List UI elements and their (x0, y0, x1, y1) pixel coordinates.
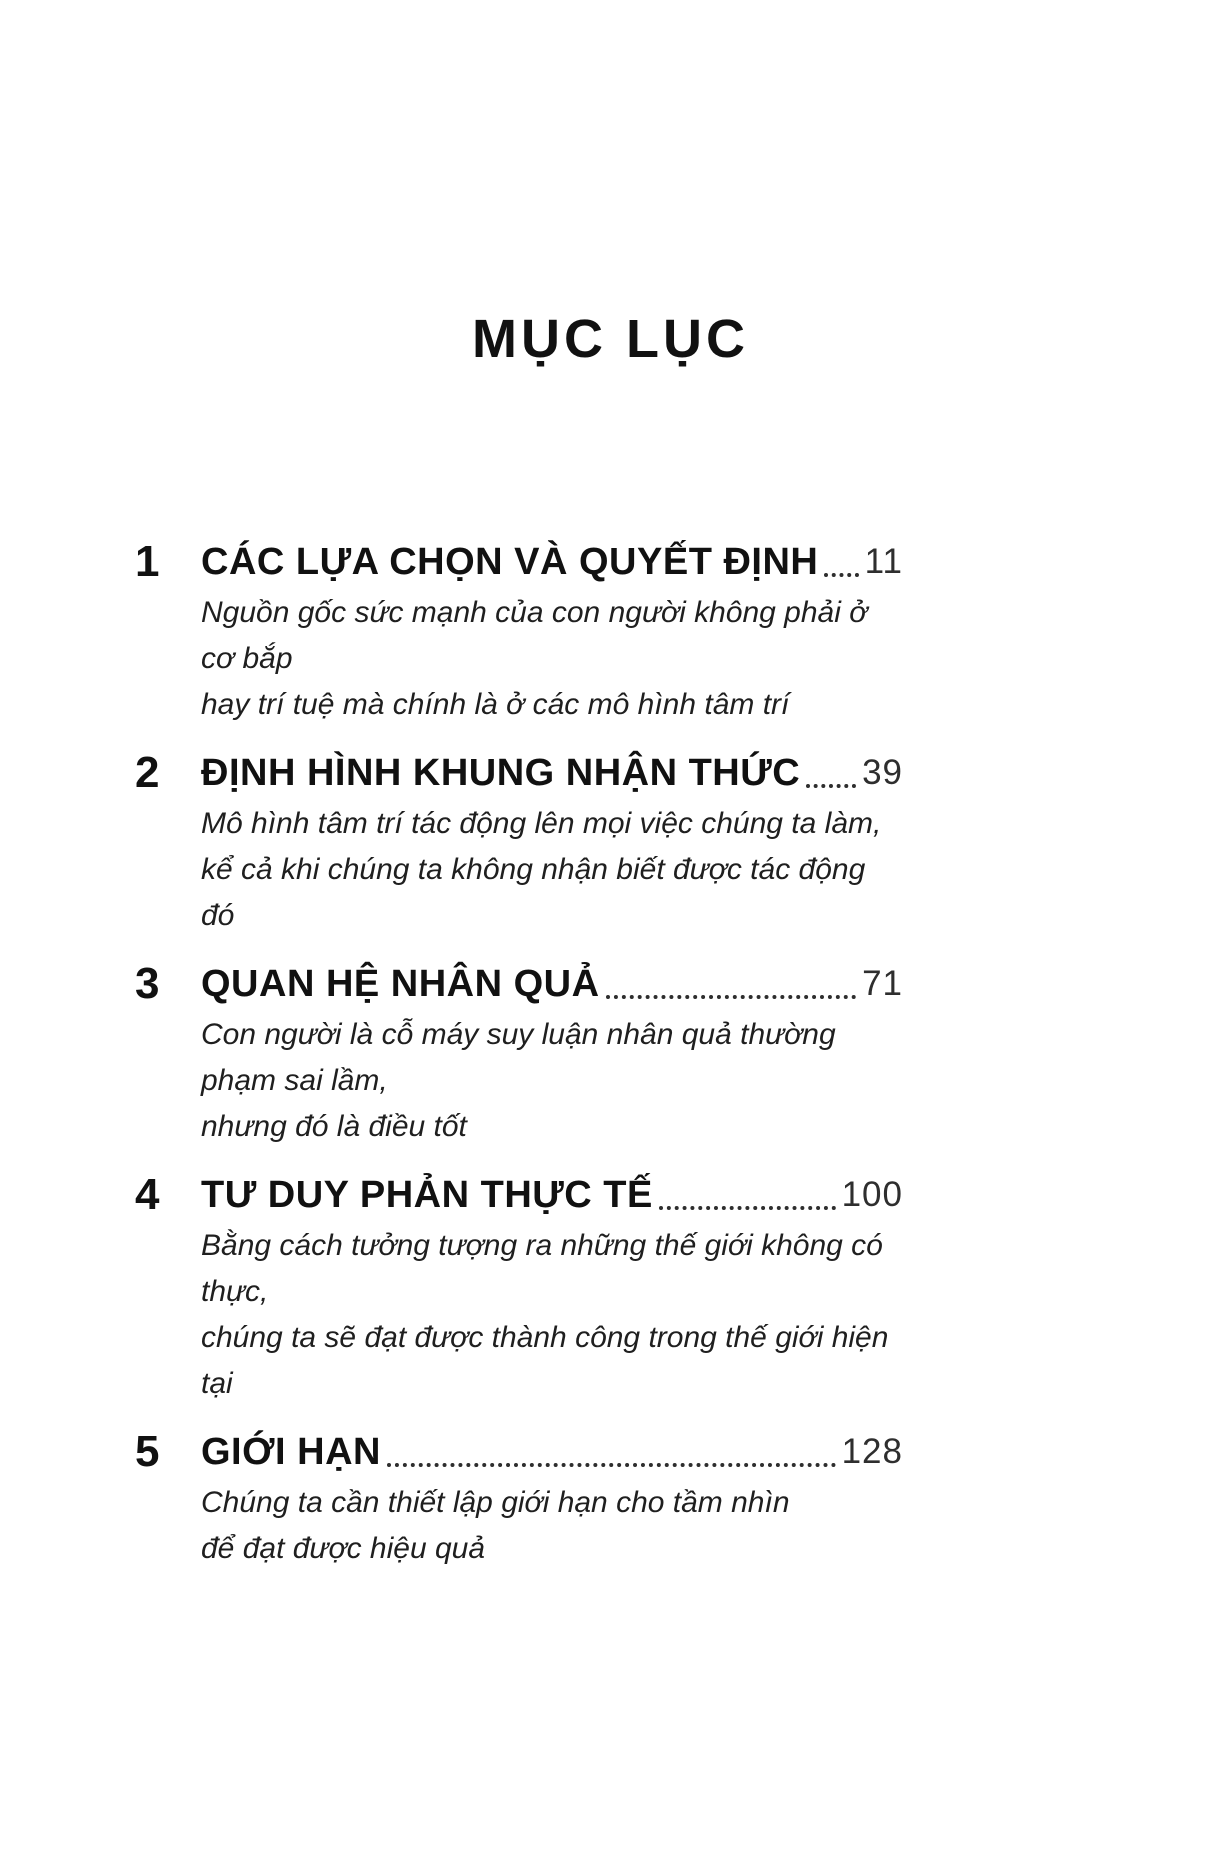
toc-line (201, 1430, 903, 1474)
toc-line (201, 751, 903, 795)
chapter-subtitle (201, 590, 903, 728)
chapter-subtitle (201, 801, 903, 939)
toc-line (201, 962, 903, 1006)
chapter-number: 4 (135, 1170, 160, 1219)
chapter-number: 2 (135, 748, 160, 797)
subtitle-line: để đạt được hiệu quả (201, 1532, 486, 1565)
dot-leader (606, 962, 857, 999)
chapter-page-number: 71 (862, 964, 903, 1003)
toc-entry (135, 748, 903, 939)
chapter-page-number: 39 (862, 753, 903, 792)
chapter-page-number: 100 (841, 1175, 903, 1214)
chapter-title: ĐỊNH HÌNH KHUNG NHẬN THỨC (201, 752, 801, 794)
chapter-number: 3 (135, 959, 160, 1008)
chapter-subtitle (201, 1223, 903, 1407)
subtitle-line: Nguồn gốc sức mạnh của con người không phải ở cơ bắp (201, 596, 868, 675)
toc-entry (135, 1427, 903, 1572)
chapter-title: CÁC LỰA CHỌN VÀ QUYẾT ĐỊNH (201, 541, 819, 583)
subtitle-line: hay trí tuệ mà chính là ở các mô hình tâm trí (201, 688, 790, 721)
subtitle-line: Con người là cỗ máy suy luận nhân quả thường phạm sai lầm, (201, 1018, 836, 1097)
chapter-subtitle (201, 1012, 903, 1150)
chapter-subtitle (201, 1480, 903, 1572)
dot-leader (387, 1430, 836, 1467)
chapter-page-number: 11 (864, 542, 903, 581)
subtitle-line: chúng ta sẽ đạt được thành công trong thế giới hiện tại (201, 1321, 889, 1400)
dot-leader (659, 1173, 836, 1210)
subtitle-line: kể cả khi chúng ta không nhận biết được tác động đó (201, 853, 866, 932)
toc-entry (135, 959, 903, 1150)
toc-line (201, 540, 903, 584)
page-title: MỤC LỤC (472, 309, 749, 369)
toc-line (201, 1173, 903, 1217)
dot-leader (806, 751, 856, 788)
chapter-number: 5 (135, 1427, 160, 1476)
chapter-page-number: 128 (841, 1432, 903, 1471)
subtitle-line: Mô hình tâm trí tác động lên mọi việc chúng ta làm, (201, 807, 882, 840)
chapter-title: GIỚI HẠN (201, 1431, 381, 1473)
toc-entries (135, 537, 903, 1595)
subtitle-line: Bằng cách tưởng tượng ra những thế giới không có thực, (201, 1229, 883, 1308)
dot-leader (824, 540, 858, 577)
toc-entry (135, 1170, 903, 1407)
subtitle-line: nhưng đó là điều tốt (201, 1110, 467, 1143)
toc-entry (135, 537, 903, 728)
chapter-title: TƯ DUY PHẢN THỰC TẾ (201, 1174, 653, 1216)
chapter-number: 1 (135, 537, 160, 586)
subtitle-line: Chúng ta cần thiết lập giới hạn cho tầm nhìn (201, 1486, 790, 1519)
chapter-title: QUAN HỆ NHÂN QUẢ (201, 963, 600, 1005)
